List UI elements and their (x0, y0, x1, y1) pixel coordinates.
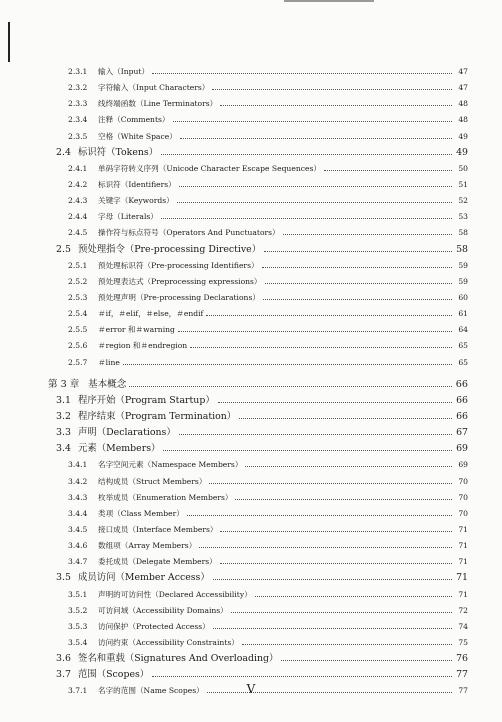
toc-entry-page: 77 (456, 669, 468, 681)
toc-entry-number: 2.5.7 (68, 357, 88, 367)
toc-entry[interactable] (48, 409, 468, 425)
toc-entry-title: ＃if，＃elif，＃else，＃endif (98, 309, 204, 319)
dot-leader (212, 89, 452, 90)
toc-entry[interactable] (48, 554, 468, 570)
toc-entry-page: 72 (458, 605, 468, 615)
toc-entry[interactable] (48, 457, 468, 473)
dot-leader (161, 218, 452, 219)
toc-entry-page: 76 (456, 653, 468, 665)
toc-entry-page: 49 (458, 131, 468, 141)
toc-entry[interactable] (48, 129, 468, 145)
toc-entry-number: 2.4.5 (68, 228, 88, 238)
toc-entry-title: 名字空间元素（Namespace Members） (98, 460, 243, 470)
dot-leader (180, 138, 452, 139)
toc-entry-title: ＃line (98, 357, 120, 367)
dot-leader (220, 105, 452, 106)
dot-leader (265, 283, 452, 284)
dot-leader (179, 186, 452, 187)
dot-leader (262, 267, 452, 268)
toc-entry-number: 3.5.2 (68, 605, 88, 615)
toc-entry-number: 2.5.3 (68, 292, 88, 302)
toc-entry-title: 访问约束（Accessibility Constraints） (98, 637, 239, 647)
dot-leader (163, 450, 452, 451)
dot-leader (152, 676, 452, 677)
toc-entry-page: 61 (458, 309, 468, 319)
toc-entry-page: 66 (456, 410, 468, 422)
toc-entry-page: 70 (458, 476, 468, 486)
toc-entry-page: 51 (458, 179, 468, 189)
toc-entry-title: 可访问域（Accessibility Domains） (98, 605, 228, 615)
toc-entry[interactable] (48, 225, 468, 241)
toc-entry[interactable] (48, 538, 468, 554)
toc-entry-page: 49 (456, 146, 468, 158)
toc-entry-title: ＃error 和＃warning (98, 325, 175, 335)
toc-entry-page: 60 (458, 292, 468, 302)
dot-leader (231, 612, 452, 613)
toc-entry-page: 71 (458, 589, 468, 599)
dot-leader (242, 644, 452, 645)
toc-entry-page: 48 (458, 99, 468, 109)
toc-entry-title: 声明的可访问性（Declared Accessibility） (98, 589, 252, 599)
dot-leader (264, 251, 452, 252)
scan-edge-mark (284, 0, 374, 2)
dot-leader (187, 515, 452, 516)
table-of-contents (48, 64, 468, 699)
toc-entry[interactable] (48, 258, 468, 274)
toc-entry-title: 线终端函数（Line Terminators） (98, 99, 218, 109)
toc-entry-number: 2.3.5 (68, 131, 88, 141)
toc-entry-number: 2.5.6 (68, 341, 88, 351)
toc-entry[interactable] (48, 145, 468, 161)
toc-entry-page: 58 (458, 228, 468, 238)
toc-entry[interactable] (48, 338, 468, 354)
toc-section-chapter-3 (48, 377, 468, 700)
toc-entry-number: 3.4.1 (68, 460, 88, 470)
toc-entry-number: 3.4 (56, 443, 71, 455)
toc-entry-page: 69 (456, 443, 468, 455)
toc-entry-number: 2.3.3 (68, 99, 88, 109)
dot-leader (281, 660, 452, 661)
toc-entry-page: 77 (458, 686, 468, 696)
toc-entry-number: 2.4.2 (68, 179, 88, 189)
toc-entry-number: 2.3.4 (68, 115, 88, 125)
toc-entry[interactable] (48, 193, 468, 209)
dot-leader (206, 315, 452, 316)
toc-entry[interactable] (48, 209, 468, 225)
toc-entry-page: 71 (458, 541, 468, 551)
toc-entry[interactable] (48, 80, 468, 96)
toc-entry-title: 关键字（Keywords） (98, 196, 174, 206)
dot-leader (152, 73, 452, 74)
toc-entry-number: 2.5.1 (68, 260, 88, 270)
dot-leader (177, 202, 452, 203)
dot-leader (245, 466, 452, 467)
toc-entry-page: 59 (458, 276, 468, 286)
dot-leader (199, 547, 452, 548)
toc-entry-number: 2.5.2 (68, 276, 88, 286)
toc-entry-number: 3.4.7 (68, 557, 88, 567)
dot-leader (255, 596, 452, 597)
toc-entry-number: 2.4.4 (68, 212, 88, 222)
toc-entry[interactable] (48, 393, 468, 409)
toc-entry[interactable] (48, 161, 468, 177)
dot-leader (173, 121, 452, 122)
toc-entry-title: 操作符与标点符号（Operators And Punctuators） (98, 228, 280, 238)
toc-entry-number: 2.4 (56, 146, 71, 158)
toc-entry-title: 声明（Declarations） (78, 427, 176, 439)
toc-entry[interactable] (48, 355, 468, 371)
toc-entry-page: 59 (458, 260, 468, 270)
toc-entry-number: 3.3 (56, 427, 71, 439)
toc-entry-page: 52 (458, 196, 468, 206)
dot-leader (220, 563, 452, 564)
toc-entry-page: 67 (456, 427, 468, 439)
toc-entry[interactable] (48, 64, 468, 80)
dot-leader (263, 299, 452, 300)
toc-entry-title: 签名和重载（Signatures And Overloading） (78, 653, 279, 665)
toc-entry-title: 预处理表达式（Preprocessing expressions） (98, 276, 262, 286)
toc-entry-number: 3.1 (56, 394, 71, 406)
toc-entry-page: 48 (458, 115, 468, 125)
toc-entry-title: 预处理声明（Pre-processing Declarations） (98, 292, 260, 302)
toc-entry-number: 2.3.1 (68, 67, 88, 76)
toc-section-chapter-2 (48, 64, 468, 371)
toc-entry[interactable] (48, 290, 468, 306)
toc-entry-number: 2.5 (56, 243, 71, 255)
toc-entry[interactable] (48, 635, 468, 651)
toc-entry-title: 范围（Scopes） (78, 669, 150, 681)
toc-entry[interactable] (48, 570, 468, 586)
toc-entry-number: 3.7.1 (68, 686, 88, 696)
toc-entry-page: 65 (458, 341, 468, 351)
toc-entry[interactable] (48, 441, 468, 457)
toc-entry-number: 2.5.4 (68, 309, 88, 319)
toc-entry-title: 数组项（Array Members） (98, 541, 197, 551)
toc-entry[interactable] (48, 474, 468, 490)
toc-entry-title: 类项（Class Member） (98, 508, 184, 518)
toc-entry[interactable] (48, 177, 468, 193)
toc-entry-number: 2.5.5 (68, 325, 88, 335)
dot-leader (161, 154, 452, 155)
toc-entry-title: 结构成员（Struct Members） (98, 476, 207, 486)
toc-entry-page: 69 (458, 460, 468, 470)
toc-entry[interactable] (48, 603, 468, 619)
dot-leader (283, 234, 452, 235)
toc-entry[interactable] (48, 377, 468, 393)
toc-entry-page: 70 (458, 492, 468, 502)
toc-entry-title: 字母（Literals） (98, 212, 158, 222)
dot-leader (239, 418, 452, 419)
dot-leader (213, 628, 452, 629)
toc-entry-number: 3.4.3 (68, 492, 88, 502)
toc-entry-title: 枚举成员（Enumeration Members） (98, 492, 233, 502)
toc-entry-number: 2.3.2 (68, 83, 88, 93)
toc-entry[interactable] (48, 274, 468, 290)
toc-entry-page: 58 (456, 243, 468, 255)
toc-entry-number: 3.6 (56, 653, 71, 665)
toc-entry-title: 标识符（Identifiers） (98, 179, 176, 189)
toc-entry[interactable] (48, 322, 468, 338)
binding-edge (8, 22, 10, 62)
toc-entry[interactable] (48, 96, 468, 112)
dot-leader (213, 579, 452, 580)
toc-entry-title: 程序结束（Program Termination） (78, 410, 237, 422)
dot-leader (218, 402, 452, 403)
toc-entry-page: 66 (455, 378, 468, 390)
toc-entry-title: 字符输入（Input Characters） (98, 83, 210, 93)
toc-entry-number: 3.5.3 (68, 621, 88, 631)
toc-entry-page: 71 (458, 557, 468, 567)
toc-entry-page: 71 (456, 572, 468, 584)
toc-entry-number: 3.4.5 (68, 524, 88, 534)
toc-entry-number: 3.4.4 (68, 508, 88, 518)
toc-entry[interactable] (48, 667, 468, 683)
toc-entry[interactable] (48, 619, 468, 635)
toc-entry[interactable] (48, 242, 468, 258)
toc-entry-page: 47 (458, 83, 468, 93)
toc-entry-number: 3.4.2 (68, 476, 88, 486)
toc-entry-title: 委托成员（Delegate Members） (98, 557, 217, 567)
toc-entry[interactable] (48, 587, 468, 603)
toc-entry-page: 65 (458, 357, 468, 367)
toc-entry[interactable] (48, 651, 468, 667)
toc-entry-title: 预处理标识符（Pre-processing Identifiers） (98, 260, 259, 270)
toc-entry-title: 单码字符转义序列（Unicode Character Escape Sequences） (98, 163, 321, 173)
dot-leader (209, 483, 452, 484)
toc-entry-title: 预处理指令（Pre-processing Directive） (78, 243, 262, 255)
toc-entry-title: 成员访问（Member Access） (78, 572, 210, 584)
toc-entry-page: 75 (458, 637, 468, 647)
toc-entry-title: 元素（Members） (78, 443, 161, 455)
dot-leader (123, 364, 452, 365)
toc-entry-title: 接口成员（Interface Members） (98, 524, 218, 534)
toc-entry[interactable] (48, 112, 468, 128)
toc-entry[interactable] (48, 306, 468, 322)
toc-entry-page: 50 (458, 163, 468, 173)
toc-entry-page: 74 (458, 621, 468, 631)
toc-entry-page: 47 (458, 67, 468, 76)
toc-entry-number: 3.2 (56, 410, 71, 422)
toc-entry-number: 第 3 章 (48, 378, 80, 390)
toc-entry-title: 空格（White Space） (98, 131, 177, 141)
toc-entry-number: 2.4.3 (68, 196, 88, 206)
toc-entry-title: ＃region 和＃endregion (98, 341, 188, 351)
toc-entry-page: 53 (458, 212, 468, 222)
toc-entry-title: 程序开始（Program Startup） (78, 394, 215, 406)
toc-entry[interactable] (48, 506, 468, 522)
toc-entry[interactable] (48, 522, 468, 538)
dot-leader (324, 170, 452, 171)
toc-entry-page: 64 (458, 325, 468, 335)
toc-entry-page: 71 (458, 524, 468, 534)
toc-entry-title: 注释（Comments） (98, 115, 170, 125)
dot-leader (220, 531, 452, 532)
toc-entry-page: 66 (456, 394, 468, 406)
toc-entry-number: 3.5.4 (68, 637, 88, 647)
dot-leader (178, 331, 452, 332)
toc-entry-number: 2.4.1 (68, 163, 88, 173)
dot-leader (190, 347, 452, 348)
dot-leader (179, 434, 452, 435)
toc-entry-number: 3.5.1 (68, 589, 88, 599)
toc-entry-number: 3.7 (56, 669, 71, 681)
toc-entry[interactable] (48, 490, 468, 506)
toc-entry[interactable] (48, 425, 468, 441)
toc-entry-title: 名字的范围（Name Scopes） (98, 686, 204, 696)
toc-entry-title: 标识符（Tokens） (78, 146, 159, 158)
dot-leader (129, 386, 452, 387)
toc-entry-number: 3.5 (56, 572, 71, 584)
page-number: V (246, 682, 256, 696)
toc-entry-page: 70 (458, 508, 468, 518)
dot-leader (235, 499, 452, 500)
toc-entry-title: 基本概念 (88, 378, 127, 390)
toc-entry-number: 3.4.6 (68, 541, 88, 551)
toc-entry-title: 输入（Input） (98, 67, 150, 76)
toc-entry-title: 访问保护（Protected Access） (98, 621, 210, 631)
